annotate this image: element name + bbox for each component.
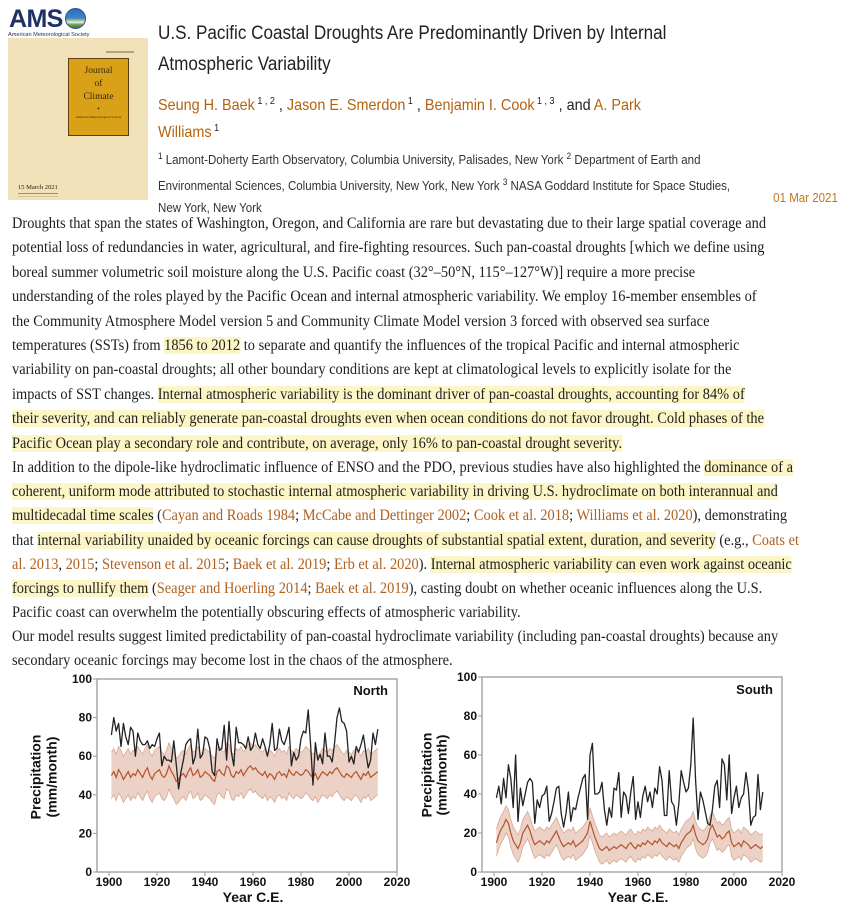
highlighted-text: Internal atmospheric variability can even work against oceanic — [430, 555, 792, 573]
y-tick-label: 40 — [463, 787, 477, 801]
affiliation-superscript: 1 — [405, 96, 413, 107]
text-line — [12, 236, 766, 260]
text: secondary oceanic forcings may become lost in the chaos of the atmosphere. — [12, 652, 453, 670]
y-axis-unit-label: (mm/month) — [433, 734, 450, 816]
text-line — [12, 407, 766, 431]
text-line — [12, 310, 766, 334]
plot-lines — [496, 718, 762, 864]
text: ; — [569, 507, 577, 525]
highlighted-text: coherent, uniform mode attributed to stochastic internal atmospheric variability in driving U.S. hydroclimate on both interannual and — [12, 483, 778, 501]
highlighted-text: dominance of a — [704, 459, 794, 476]
x-tick-label: 1940 — [576, 875, 604, 889]
text: potential loss of redundancies in water, agricultural, and fire-fighting resources. Such pan-coastal droughts [which we define using — [12, 239, 765, 257]
author-link[interactable]: Seung H. Baek — [158, 97, 255, 114]
text: ), casting doubt on whether oceanic influences along the U.S. — [408, 580, 763, 598]
text: , — [58, 555, 66, 573]
highlighted-text: 1856 to 2012 — [164, 337, 241, 355]
author-link[interactable]: Benjamin I. Cook — [424, 97, 535, 114]
y-tick-label: 20 — [463, 826, 477, 840]
ensemble-spread-band — [496, 806, 762, 865]
text-line — [12, 577, 799, 601]
affiliation-superscript: 1 , 2 — [254, 96, 275, 107]
text-line — [158, 145, 730, 171]
highlighted-text: Pacific Ocean play a secondary role and contribute, on average, only 16% to pan-coastal drought severity. — [12, 434, 623, 452]
text: Lamont-Doherty Earth Observatory, Columbia University, Palisades, New York — [162, 152, 567, 167]
y-axis-label: Precipitation — [27, 734, 44, 820]
text: the Community Atmosphere Model version 5 and Community Climate Model version 3 forced with observed sea surface — [12, 312, 710, 330]
text-line — [12, 432, 766, 456]
publication-date: 01 Mar 2021 — [773, 190, 838, 205]
observed-line — [496, 718, 762, 827]
text: Droughts that span the states of Washington, Oregon, and California are rare but devastating due to their large spatial coverage and — [12, 215, 767, 232]
citation-link[interactable]: Cook et al. 2018 — [473, 507, 570, 525]
cover-issn-text — [106, 51, 134, 53]
x-tick-label: 1920 — [528, 875, 556, 889]
citation-link[interactable]: Seager and Hoerling 2014 — [156, 580, 308, 598]
citation-link[interactable]: al. 2013 — [12, 555, 59, 573]
ams-logo-text: AMS — [9, 5, 63, 33]
text-line — [12, 553, 799, 577]
text-line — [12, 529, 799, 553]
text: , — [274, 97, 287, 114]
x-tick-label: 2000 — [720, 875, 748, 889]
text: to separate and quantify the influences of the tropical Pacific and internal atmospheric — [240, 337, 740, 355]
y-axis-label: Precipitation — [418, 732, 435, 818]
text: temperatures (SSTs) from — [12, 337, 165, 355]
cover-divider — [18, 196, 58, 197]
north-precipitation-chart — [0, 665, 420, 907]
author-list — [158, 90, 641, 144]
text-line — [12, 625, 778, 649]
citation-link[interactable]: Cayan and Roads 1984 — [161, 507, 296, 525]
text: Pacific coast can overwhelm the potentially obscuring effects of atmospheric variability. — [12, 604, 521, 622]
x-tick-label: 1900 — [480, 875, 508, 889]
text: ; — [326, 555, 334, 573]
x-tick-label: 1940 — [191, 875, 219, 889]
text: (e.g., — [715, 531, 753, 549]
text-line — [12, 504, 799, 528]
abstract-paragraph — [12, 456, 799, 625]
citation-link[interactable]: Coats et — [752, 531, 799, 549]
cover-of-word: of — [94, 79, 103, 89]
text: ; — [295, 507, 303, 525]
journal-cover-image[interactable] — [8, 38, 148, 200]
affiliations — [158, 145, 730, 219]
y-tick-label: 80 — [78, 710, 92, 725]
panel-label: South — [736, 682, 773, 697]
text-line — [12, 334, 766, 358]
cover-title-box — [68, 58, 129, 136]
text: ; — [307, 580, 316, 598]
author-link[interactable]: Jason E. Smerdon — [286, 97, 406, 114]
text: In addition to the dipole-like hydroclimatic influence of ENSO and the PDO, previous studies have also highlighted the — [12, 459, 705, 476]
x-tick-label: 1920 — [143, 875, 171, 889]
x-tick-label: 2020 — [768, 875, 796, 889]
citation-link[interactable]: Stevenson et al. 2015 — [102, 555, 226, 573]
cover-divider — [18, 193, 58, 194]
affiliation-superscript: 1 — [211, 123, 220, 134]
text-line — [12, 285, 766, 309]
text-line — [12, 480, 799, 504]
highlighted-text: Internal atmospheric variability is the dominant driver of pan-coastal droughts, accounting for 84% of — [157, 385, 745, 403]
affiliation-superscript: 1 — [158, 151, 163, 161]
citation-link[interactable]: Erb et al. 2020 — [333, 555, 419, 573]
citation-link[interactable]: McCabe and Dettinger 2002 — [302, 507, 467, 525]
text-line — [12, 601, 799, 625]
text: , and — [554, 97, 594, 114]
text: impacts of SST changes. — [12, 385, 158, 403]
cover-bullet: • — [97, 105, 100, 113]
article-title — [158, 18, 666, 80]
precipitation-figure — [0, 665, 843, 907]
text: Our model results suggest limited predictability of pan-coastal hydroclimate variability (including pan-coastal droughts) because any — [12, 628, 779, 645]
affiliation-superscript: 1 , 3 — [534, 96, 555, 107]
cover-society: American Meteorological Society — [75, 115, 122, 119]
text: ; — [94, 555, 102, 573]
text: understanding of the roles played by the Pacific Ocean and internal atmospheric variability. We employ 16-member ensembles of — [12, 288, 757, 306]
cover-climate-word: Climate — [83, 92, 114, 102]
y-tick-label: 0 — [470, 865, 477, 879]
x-tick-label: 1960 — [624, 875, 652, 889]
x-axis-label: Year C.E. — [222, 889, 284, 905]
y-tick-label: 0 — [85, 865, 92, 879]
article-title-line: U.S. Pacific Coastal Droughts Are Predominantly Driven by Internal — [158, 23, 667, 44]
text-line — [12, 456, 799, 480]
globe-icon — [65, 8, 86, 29]
cover-issue-date: 15 March 2021 — [18, 184, 58, 191]
text: ( — [148, 580, 157, 598]
text: ; — [466, 507, 474, 525]
text-line — [12, 358, 766, 382]
text: New York, New York — [158, 200, 262, 215]
author-link[interactable]: A. Park — [593, 97, 642, 114]
y-tick-label: 20 — [78, 826, 92, 841]
text: NASA Goddard Institute for Space Studies, — [507, 178, 731, 193]
text-line — [12, 383, 766, 407]
text: variability on pan-coastal droughts; all other boundary conditions are kept at climatological levels to explicitly isolate for the — [12, 361, 732, 379]
text: that — [12, 531, 38, 549]
citation-link[interactable]: Baek et al. 2019 — [315, 580, 409, 598]
y-tick-label: 40 — [78, 787, 92, 802]
x-tick-label: 1960 — [239, 875, 267, 889]
text: , — [412, 97, 425, 114]
citation-link[interactable]: Baek et al. 2019 — [232, 555, 327, 573]
text: ), demonstrating — [692, 507, 788, 525]
panel-label: North — [353, 683, 388, 698]
x-tick-label: 1980 — [672, 875, 700, 889]
y-tick-label: 100 — [456, 670, 477, 684]
author-link[interactable]: Williams — [158, 124, 212, 141]
y-tick-label: 60 — [463, 748, 477, 762]
text-line — [158, 117, 641, 144]
y-tick-label: 100 — [71, 672, 92, 686]
text: ( — [153, 507, 162, 525]
highlighted-text: their severity, and can reliably generate pan-coastal droughts even when ocean conditions do not favor drought. Cold phases of the — [12, 410, 765, 428]
text: Department of Earth and — [571, 152, 701, 167]
citation-link[interactable]: 2015 — [65, 555, 95, 573]
text: Environmental Sciences, Columbia University, New York, New York — [158, 178, 503, 193]
abstract-paragraph — [12, 212, 766, 456]
y-tick-label: 60 — [78, 749, 92, 764]
x-tick-label: 1980 — [287, 875, 315, 889]
text: ; — [225, 555, 233, 573]
citation-link[interactable]: Williams et al. 2020 — [576, 507, 693, 525]
text: boreal summer volumetric soil moisture along the U.S. Pacific coast (32°–50°N, 115°–127°W)] require a more precise — [12, 263, 696, 281]
x-tick-label: 2000 — [335, 875, 363, 889]
text-line — [158, 171, 730, 197]
article-title-line: Atmospheric Variability — [158, 54, 331, 75]
plot-lines — [111, 708, 377, 805]
text-line — [158, 90, 641, 117]
highlighted-text: internal variability unaided by oceanic forcings can cause droughts of substantial spatial extent, duration, and severity — [37, 531, 716, 549]
affiliation-superscript: 3 — [502, 177, 508, 187]
x-axis-label: Year C.E. — [607, 889, 669, 905]
cover-journal-word: Journal — [84, 66, 113, 76]
text-line — [12, 261, 766, 285]
y-tick-label: 80 — [463, 709, 477, 723]
highlighted-text: multidecadal time scales — [12, 507, 154, 525]
affiliation-superscript: 2 — [566, 151, 572, 161]
y-axis-unit-label: (mm/month) — [43, 736, 60, 818]
south-precipitation-chart — [410, 665, 843, 907]
ams-logo-subtitle: American Meteorological Society — [8, 32, 90, 38]
text: ). — [418, 555, 431, 573]
highlighted-text: forcings to nullify them — [12, 580, 149, 598]
x-tick-label: 1900 — [95, 875, 123, 889]
x-tick-label: 2020 — [383, 875, 411, 889]
ams-logo[interactable] — [8, 7, 90, 39]
text-line — [12, 212, 766, 236]
